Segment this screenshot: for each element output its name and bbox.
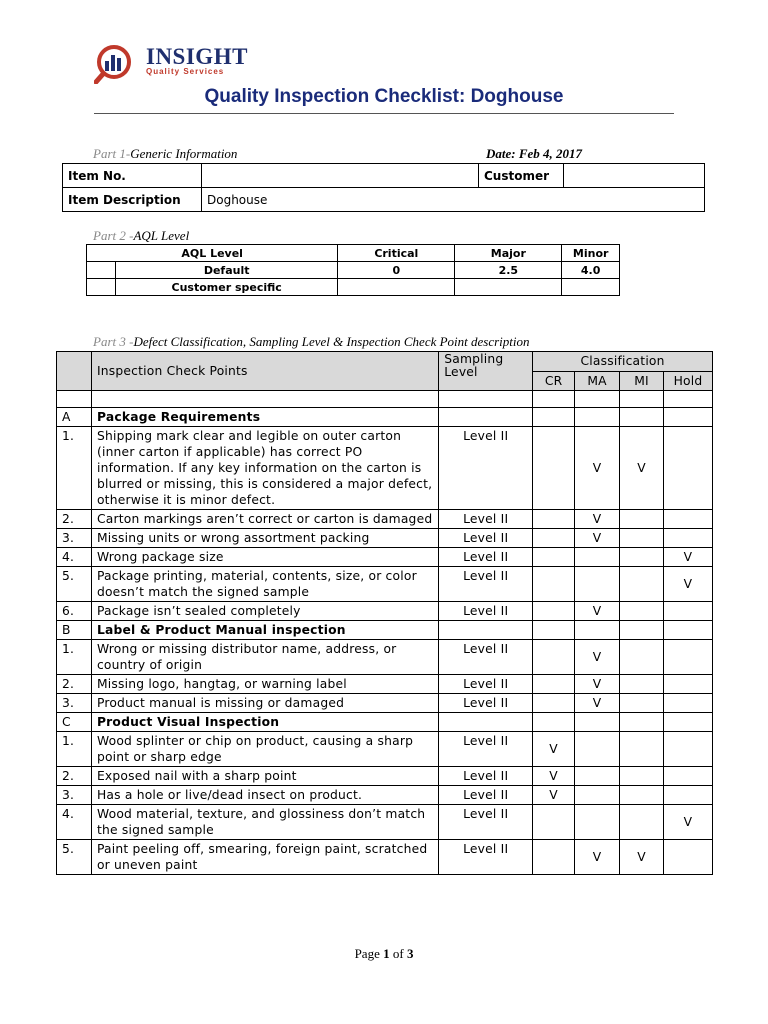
mark-ma[interactable]: V (575, 602, 620, 621)
item-number: 5. (57, 840, 92, 875)
aql-default-major: 2.5 (455, 262, 562, 279)
section-id: A (57, 408, 92, 427)
mark-cr[interactable] (533, 602, 575, 621)
check-point-text: Wood splinter or chip on product, causing a sharp point or sharp edge (91, 732, 438, 767)
item-number: 2. (57, 767, 92, 786)
item-number: 3. (57, 529, 92, 548)
spacer-cell (439, 391, 533, 408)
mark-cr[interactable] (533, 427, 575, 510)
check-point-text: Exposed nail with a sharp point (91, 767, 438, 786)
aql-header-major: Major (455, 245, 562, 262)
empty-cell (575, 713, 620, 732)
empty-cell (663, 713, 712, 732)
header-number-cell (57, 352, 92, 391)
header-check-points: Inspection Check Points (91, 352, 438, 391)
part2-heading: Part 2 -AQL Level (93, 228, 190, 243)
section-title: Label & Product Manual inspection (91, 621, 438, 640)
mark-ma[interactable] (575, 767, 620, 786)
section-row (57, 408, 713, 427)
mark-cr[interactable] (533, 510, 575, 529)
check-point-text: Wrong package size (91, 548, 438, 567)
header-cr: CR (533, 371, 575, 391)
item-no-label: Item No. (63, 164, 202, 188)
check-point-text: Shipping mark clear and legible on outer carton (inner carton if applicable) has correct PO information. If any key information on the carton is blurred or missing, this is considered a major defect, otherwise it is minor defect. (91, 427, 438, 510)
mark-cr[interactable] (533, 694, 575, 713)
logo-name: INSIGHT (146, 44, 248, 69)
item-number: 1. (57, 427, 92, 510)
header-ma: MA (575, 371, 620, 391)
sampling-level: Level II (439, 805, 533, 840)
empty-cell (575, 408, 620, 427)
part1-heading: Part 1-Generic Information (93, 146, 238, 161)
table-row (57, 567, 713, 602)
table-row (57, 510, 713, 529)
sampling-level: Level II (439, 427, 533, 510)
table-row (57, 694, 713, 713)
mark-hold[interactable] (663, 786, 712, 805)
aql-default-minor: 4.0 (562, 262, 620, 279)
table-row (57, 732, 713, 767)
item-number: 6. (57, 602, 92, 621)
sampling-level: Level II (439, 510, 533, 529)
mark-mi[interactable] (620, 567, 664, 602)
empty-cell (533, 408, 575, 427)
sampling-level: Level II (439, 529, 533, 548)
mark-mi[interactable]: V (620, 840, 664, 875)
mark-hold[interactable] (663, 767, 712, 786)
table-row (57, 640, 713, 675)
mark-cr[interactable]: V (533, 732, 575, 767)
section-title: Product Visual Inspection (91, 713, 438, 732)
table-row (57, 602, 713, 621)
aql-row-spacer (87, 279, 116, 296)
mark-cr[interactable] (533, 640, 575, 675)
mark-cr[interactable] (533, 675, 575, 694)
mark-mi[interactable] (620, 675, 664, 694)
empty-cell (533, 621, 575, 640)
check-point-text: Paint peeling off, smearing, foreign paint, scratched or uneven paint (91, 840, 438, 875)
sampling-level: Level II (439, 767, 533, 786)
aql-customer-critical[interactable] (338, 279, 455, 296)
mark-cr[interactable] (533, 567, 575, 602)
empty-cell (439, 713, 533, 732)
check-point-text: Wrong or missing distributor name, address, or country of origin (91, 640, 438, 675)
check-point-text: Package isn’t sealed completely (91, 602, 438, 621)
part3-heading: Part 3 -Defect Classification, Sampling Level & Inspection Check Point description (93, 334, 530, 349)
item-description-value[interactable]: Doghouse (202, 188, 705, 212)
check-point-text: Has a hole or live/dead insect on product. (91, 786, 438, 805)
spacer-cell (91, 391, 438, 408)
section-row (57, 621, 713, 640)
section-title: Package Requirements (91, 408, 438, 427)
mark-ma[interactable] (575, 548, 620, 567)
inspection-date: Date: Feb 4, 2017 (486, 146, 583, 161)
item-number: 3. (57, 786, 92, 805)
aql-customer-label: Customer specific (116, 279, 338, 296)
empty-cell (533, 713, 575, 732)
mark-ma[interactable]: V (575, 529, 620, 548)
mark-mi[interactable] (620, 529, 664, 548)
mark-cr[interactable]: V (533, 786, 575, 805)
empty-cell (663, 621, 712, 640)
header-mi: MI (620, 371, 664, 391)
table-row (57, 548, 713, 567)
mark-cr[interactable] (533, 529, 575, 548)
empty-cell (620, 408, 664, 427)
customer-value[interactable] (564, 164, 705, 188)
checklist-table (56, 351, 713, 875)
mark-mi[interactable] (620, 767, 664, 786)
spacer-cell (575, 391, 620, 408)
aql-default-label: Default (116, 262, 338, 279)
mark-hold[interactable] (663, 529, 712, 548)
mark-mi[interactable] (620, 732, 664, 767)
spacer-cell (663, 391, 712, 408)
mark-hold[interactable]: V (663, 805, 712, 840)
logo-tagline: Quality Services (146, 67, 225, 76)
check-point-text: Product manual is missing or damaged (91, 694, 438, 713)
check-point-text: Missing units or wrong assortment packing (91, 529, 438, 548)
mark-hold[interactable] (663, 427, 712, 510)
mark-ma[interactable]: V (575, 510, 620, 529)
empty-cell (439, 408, 533, 427)
mark-mi[interactable] (620, 640, 664, 675)
sampling-level: Level II (439, 675, 533, 694)
item-number: 3. (57, 694, 92, 713)
mark-ma[interactable]: V (575, 640, 620, 675)
mark-ma[interactable] (575, 732, 620, 767)
check-point-text: Missing logo, hangtag, or warning label (91, 675, 438, 694)
sampling-level: Level II (439, 602, 533, 621)
sampling-level: Level II (439, 732, 533, 767)
mark-ma[interactable] (575, 786, 620, 805)
item-number: 2. (57, 510, 92, 529)
checklist-body (57, 408, 713, 875)
aql-header-minor: Minor (562, 245, 620, 262)
table-row (57, 767, 713, 786)
sampling-level: Level II (439, 640, 533, 675)
aql-header-level: AQL Level (87, 245, 338, 262)
mark-ma[interactable]: V (575, 427, 620, 510)
item-number: 4. (57, 805, 92, 840)
section-id: C (57, 713, 92, 732)
mark-hold[interactable] (663, 694, 712, 713)
page-footer: Page 1 of 3 (354, 946, 414, 961)
aql-row-spacer (87, 262, 116, 279)
mark-hold[interactable] (663, 640, 712, 675)
table-row (57, 786, 713, 805)
empty-cell (663, 408, 712, 427)
mark-cr[interactable]: V (533, 767, 575, 786)
header-hold: Hold (663, 371, 712, 391)
spacer-cell (533, 391, 575, 408)
item-number: 1. (57, 732, 92, 767)
aql-table (86, 244, 620, 296)
mark-mi[interactable] (620, 805, 664, 840)
item-number: 2. (57, 675, 92, 694)
check-point-text: Wood material, texture, and glossiness don’t match the signed sample (91, 805, 438, 840)
table-row (57, 427, 713, 510)
mark-hold[interactable] (663, 602, 712, 621)
section-row (57, 713, 713, 732)
empty-cell (575, 621, 620, 640)
item-number: 1. (57, 640, 92, 675)
table-row (57, 840, 713, 875)
spacer-cell (57, 391, 92, 408)
aql-default-critical: 0 (338, 262, 455, 279)
mark-cr[interactable] (533, 805, 575, 840)
page-title: Quality Inspection Checklist: Doghouse (94, 84, 674, 114)
spacer-cell (620, 391, 664, 408)
aql-customer-minor[interactable] (562, 279, 620, 296)
customer-label: Customer (479, 164, 564, 188)
mark-hold[interactable]: V (663, 567, 712, 602)
mark-hold[interactable] (663, 675, 712, 694)
mark-mi[interactable] (620, 786, 664, 805)
sampling-level: Level II (439, 548, 533, 567)
mark-hold[interactable] (663, 732, 712, 767)
aql-header-critical: Critical (338, 245, 455, 262)
sampling-level: Level II (439, 567, 533, 602)
sampling-level: Level II (439, 840, 533, 875)
check-point-text: Package printing, material, contents, size, or color doesn’t match the signed sample (91, 567, 438, 602)
empty-cell (620, 713, 664, 732)
mark-mi[interactable] (620, 602, 664, 621)
table-row (57, 529, 713, 548)
section-id: B (57, 621, 92, 640)
table-row (57, 675, 713, 694)
mark-hold[interactable] (663, 510, 712, 529)
mark-ma[interactable]: V (575, 694, 620, 713)
mark-ma[interactable]: V (575, 840, 620, 875)
mark-cr[interactable] (533, 548, 575, 567)
mark-mi[interactable] (620, 694, 664, 713)
mark-hold[interactable]: V (663, 548, 712, 567)
item-no-value[interactable] (202, 164, 479, 188)
sampling-level: Level II (439, 694, 533, 713)
table-row (57, 805, 713, 840)
mark-cr[interactable] (533, 840, 575, 875)
empty-cell (439, 621, 533, 640)
mark-ma[interactable]: V (575, 675, 620, 694)
mark-ma[interactable] (575, 567, 620, 602)
header-sampling-level: Sampling Level (439, 352, 533, 391)
aql-customer-major[interactable] (455, 279, 562, 296)
item-number: 5. (57, 567, 92, 602)
item-description-label: Item Description (63, 188, 202, 212)
mark-mi[interactable] (620, 548, 664, 567)
mark-mi[interactable] (620, 510, 664, 529)
mark-mi[interactable]: V (620, 427, 664, 510)
sampling-level: Level II (439, 786, 533, 805)
item-number: 4. (57, 548, 92, 567)
generic-info-table (62, 163, 705, 212)
mark-hold[interactable] (663, 840, 712, 875)
mark-ma[interactable] (575, 805, 620, 840)
check-point-text: Carton markings aren’t correct or carton is damaged (91, 510, 438, 529)
header-classification: Classification (533, 352, 713, 372)
empty-cell (620, 621, 664, 640)
